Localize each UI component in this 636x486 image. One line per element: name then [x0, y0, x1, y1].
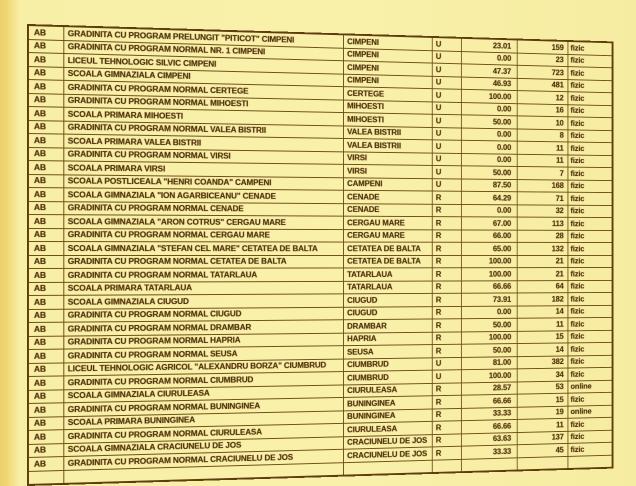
- cell-school-name: LICEUL TEHNOLOGIC AGRICOL "ALEXANDRU BORZA" CIUMBRUD: [63, 359, 343, 376]
- cell-mode: fizic: [568, 305, 613, 318]
- cell-percentage: [461, 457, 517, 472]
- cell-county-code: AB: [28, 188, 63, 202]
- cell-percentage: 66.66: [461, 394, 517, 408]
- cell-percentage: 73.91: [461, 293, 517, 306]
- cell-school-name: GRADINITA CU PROGRAM NORMAL NR. 1 CIMPENI: [63, 40, 343, 61]
- cell-mode: fizic: [568, 355, 613, 368]
- cell-percentage: 66.66: [461, 419, 517, 433]
- cell-environment: R: [432, 408, 461, 421]
- cell-count: 15: [517, 330, 568, 343]
- cell-mode: fizic: [568, 79, 613, 93]
- cell-school-name: GRADINITA CU PROGRAM NORMAL CETATEA DE BALTA: [63, 255, 343, 268]
- cell-school-name: SCOALA GIMNAZIALA CIUGUD: [63, 294, 343, 309]
- cell-school-name: GRADINITA CU PROGRAM NORMAL CIURULEASA: [63, 423, 343, 443]
- cell-county-code: AB: [28, 322, 63, 336]
- cell-locality: CRACIUNELU DE JOS: [343, 434, 432, 449]
- cell-count: 11: [517, 154, 568, 167]
- cell-mode: fizic: [568, 192, 613, 205]
- cell-school-name: GRADINITA CU PROGRAM NORMAL CIUMBRUD: [63, 372, 343, 390]
- cell-count: 11: [517, 141, 568, 154]
- cell-locality: CERGAU MARE: [343, 229, 432, 242]
- cell-percentage: 33.33: [461, 445, 517, 459]
- cell-locality: VIRSI: [343, 164, 432, 178]
- cell-county-code: AB: [28, 161, 63, 175]
- cell-count: 723: [517, 65, 568, 79]
- cell-percentage: 50.00: [461, 318, 517, 331]
- cell-environment: U: [432, 89, 461, 102]
- cell-county-code: AB: [28, 66, 63, 80]
- cell-environment: U: [432, 76, 461, 89]
- cell-environment: U: [432, 357, 461, 370]
- cell-count: 19: [517, 406, 568, 420]
- cell-locality: MIHOESTI: [343, 100, 432, 115]
- cell-percentage: 63.63: [461, 432, 517, 446]
- cell-count: 15: [517, 393, 568, 407]
- cell-mode: fizic: [568, 430, 613, 444]
- cell-school-name: SCOALA PRIMARA TATARLAUA: [63, 281, 343, 295]
- cell-count: 113: [517, 217, 568, 230]
- scanned-page: [27, 24, 612, 486]
- cell-percentage: 81.00: [461, 356, 517, 370]
- table-row: [28, 242, 612, 255]
- cell-percentage: 47.37: [461, 64, 517, 78]
- cell-percentage: 87.50: [461, 179, 517, 192]
- cell-locality: VALEA BISTRII: [343, 125, 432, 139]
- cell-school-name: GRADINITA CU PROGRAM NORMAL SEUSA: [63, 346, 343, 363]
- cell-county-code: AB: [28, 416, 63, 430]
- cell-count: 21: [517, 255, 568, 268]
- cell-county-code: AB: [28, 362, 63, 376]
- cell-school-name: GRADINITA CU PROGRAM NORMAL CENADE: [63, 201, 343, 216]
- cell-percentage: 0.00: [461, 128, 517, 142]
- cell-count: 8: [517, 129, 568, 142]
- cell-locality: CIMPENI: [343, 34, 432, 50]
- cell-count: 168: [517, 179, 568, 192]
- cell-county-code: AB: [28, 93, 63, 107]
- cell-count: 12: [517, 91, 568, 105]
- cell-environment: U: [432, 127, 461, 140]
- cell-county-code: AB: [28, 295, 63, 309]
- cell-count: 34: [517, 368, 568, 381]
- cell-mode: fizic: [568, 205, 613, 218]
- cell-percentage: 0.00: [461, 204, 517, 217]
- cell-locality: VIRSI: [343, 151, 432, 165]
- cell-locality: TATARLAUA: [343, 281, 432, 294]
- cell-mode: fizic: [568, 280, 613, 293]
- cell-locality: TATARLAUA: [343, 268, 432, 281]
- cell-locality: BUNINGINEA: [343, 396, 432, 411]
- cell-locality: CIUGUD: [343, 293, 432, 306]
- cell-school-name: GRADINITA CU PROGRAM NORMAL TATARLAUA: [63, 268, 343, 282]
- table-row: [28, 228, 612, 243]
- cell-county-code: AB: [28, 134, 63, 148]
- cell-mode: fizic: [568, 41, 613, 55]
- cell-mode: online: [568, 405, 613, 418]
- cell-school-name: GRADINITA CU PROGRAM PRELUNGIT "PITICOT" CIMPENI: [63, 26, 343, 48]
- cell-environment: R: [432, 306, 461, 319]
- cell-mode: fizic: [568, 104, 613, 117]
- cell-count: [517, 456, 568, 471]
- cell-percentage: 50.00: [461, 344, 517, 357]
- cell-environment: R: [432, 293, 461, 306]
- cell-county-code: AB: [28, 336, 63, 350]
- cell-county-code: AB: [28, 242, 63, 255]
- cell-percentage: 28.57: [461, 381, 517, 395]
- cell-environment: R: [432, 229, 461, 242]
- cell-mode: fizic: [568, 255, 613, 268]
- cell-mode: fizic: [568, 292, 613, 305]
- cell-county-code: AB: [28, 147, 63, 161]
- cell-percentage: 0.00: [461, 102, 517, 116]
- cell-county-code: AB: [28, 457, 63, 471]
- cell-count: 382: [517, 355, 568, 368]
- table-row: [28, 255, 612, 268]
- cell-school-name: SCOALA POSTLICEALA "HENRI COANDA" CAMPENI: [63, 174, 343, 190]
- cell-school-name: SCOALA GIMNAZIALA "ARON COTRUS" CERGAU MARE: [63, 215, 343, 229]
- cell-percentage: 46.93: [461, 77, 517, 91]
- cell-locality: MIHOESTI: [343, 113, 432, 127]
- cell-mode: fizic: [568, 142, 613, 155]
- cell-school-name: GRADINITA CU PROGRAM NORMAL VALEA BISTRII: [63, 121, 343, 139]
- cell-school-name: SCOALA GIMNAZIALA "ION AGARBICEANU" CENADE: [63, 188, 343, 203]
- cell-environment: U: [432, 178, 461, 191]
- school-data-table: [27, 24, 613, 486]
- cell-mode: fizic: [568, 129, 613, 142]
- cell-environment: U: [432, 153, 461, 166]
- cell-county-code: AB: [28, 107, 63, 121]
- cell-county-code: AB: [28, 215, 63, 229]
- cell-count: 10: [517, 116, 568, 130]
- cell-locality: CENADE: [343, 203, 432, 216]
- cell-count: 45: [517, 443, 568, 457]
- cell-locality: CIMPENI: [343, 48, 432, 63]
- cell-environment: R: [432, 395, 461, 408]
- cell-count: 137: [517, 431, 568, 445]
- cell-county-code: AB: [28, 255, 63, 268]
- cell-locality: [343, 460, 432, 476]
- cell-county-code: [28, 470, 63, 485]
- cell-environment: R: [432, 280, 461, 293]
- cell-mode: fizic: [568, 167, 613, 180]
- cell-count: 7: [517, 166, 568, 179]
- cell-county-code: AB: [28, 430, 63, 444]
- cell-percentage: 66.00: [461, 230, 517, 243]
- cell-school-name: GRADINITA CU PROGRAM NORMAL HAPRIA: [63, 333, 343, 349]
- cell-count: 159: [517, 40, 568, 55]
- cell-school-name: GRADINITA CU PROGRAM NORMAL CERTEGE: [63, 80, 343, 99]
- cell-environment: U: [432, 370, 461, 383]
- cell-mode: fizic: [568, 330, 613, 343]
- cell-environment: [432, 459, 461, 473]
- cell-county-code: AB: [28, 39, 63, 53]
- cell-count: 11: [517, 318, 568, 331]
- cell-school-name: SCOALA PRIMARA MIHOESTI: [63, 107, 343, 125]
- cell-environment: U: [432, 114, 461, 127]
- cell-percentage: 100.00: [461, 369, 517, 383]
- cell-mode: fizic: [568, 230, 613, 243]
- cell-locality: CETATEA DE BALTA: [343, 255, 432, 268]
- cell-environment: R: [432, 255, 461, 268]
- cell-county-code: AB: [28, 376, 63, 390]
- cell-locality: CIUMBRUD: [343, 357, 432, 371]
- cell-mode: fizic: [568, 54, 613, 68]
- cell-count: 28: [517, 230, 568, 243]
- cell-count: 481: [517, 78, 568, 92]
- cell-percentage: 100.00: [461, 89, 517, 103]
- cell-locality: HAPRIA: [343, 332, 432, 346]
- cell-environment: U: [432, 165, 461, 178]
- cell-county-code: AB: [28, 389, 63, 403]
- cell-county-code: AB: [28, 201, 63, 215]
- cell-count: 53: [517, 381, 568, 395]
- cell-locality: BUNINGINEA: [343, 409, 432, 424]
- cell-locality: CENADE: [343, 190, 432, 204]
- cell-percentage: 100.00: [461, 255, 517, 268]
- cell-locality: CIMPENI: [343, 61, 432, 76]
- cell-percentage: 64.29: [461, 191, 517, 204]
- cell-mode: fizic: [568, 392, 613, 405]
- cell-school-name: SCOALA GIMNAZIALA CIURULEASA: [63, 385, 343, 403]
- cell-county-code: AB: [28, 53, 63, 67]
- cell-school-name: GRADINITA CU PROGRAM NORMAL VIRSI: [63, 148, 343, 165]
- cell-percentage: 0.00: [461, 153, 517, 166]
- cell-mode: fizic: [568, 242, 613, 255]
- cell-school-name: SCOALA GIMNAZIALA CIMPENI: [63, 67, 343, 87]
- cell-environment: R: [432, 446, 461, 460]
- cell-county-code: AB: [28, 349, 63, 363]
- cell-county-code: AB: [28, 120, 63, 134]
- cell-locality: CRACIUNELU DE JOS: [343, 447, 432, 462]
- cell-count: 14: [517, 305, 568, 318]
- cell-environment: R: [432, 319, 461, 332]
- cell-school-name: SCOALA PRIMARA BUNINGINEA: [63, 410, 343, 429]
- cell-percentage: 100.00: [461, 268, 517, 281]
- cell-count: 21: [517, 268, 568, 281]
- cell-school-name: GRADINITA CU PROGRAM NORMAL CERGAU MARE: [63, 228, 343, 242]
- cell-mode: fizic: [568, 267, 613, 280]
- cell-count: 11: [517, 418, 568, 432]
- cell-locality: SEUSA: [343, 345, 432, 359]
- cell-environment: R: [432, 344, 461, 357]
- cell-school-name: GRADINITA CU PROGRAM NORMAL CRACIUNELU DE JOS: [63, 449, 343, 470]
- cell-environment: R: [432, 217, 461, 230]
- cell-percentage: 66.66: [461, 280, 517, 293]
- cell-percentage: 100.00: [461, 331, 517, 344]
- cell-percentage: 0.00: [461, 306, 517, 319]
- cell-locality: CERTEGE: [343, 87, 432, 102]
- cell-locality: CAMPENI: [343, 177, 432, 191]
- cell-county-code: AB: [28, 309, 63, 323]
- cell-school-name: GRADINITA CU PROGRAM NORMAL DRAMBAR: [63, 320, 343, 336]
- cell-mode: fizic: [568, 317, 613, 330]
- cell-environment: R: [432, 421, 461, 434]
- cell-locality: CIUMBRUD: [343, 370, 432, 384]
- cell-locality: DRAMBAR: [343, 319, 432, 333]
- cell-mode: fizic: [568, 217, 613, 230]
- cell-count: 182: [517, 293, 568, 306]
- cell-school-name: SCOALA GIMNAZIALA "STEFAN CEL MARE" CETATEA DE BALTA: [63, 242, 343, 255]
- cell-percentage: 0.00: [461, 51, 517, 65]
- cell-locality: CIMPENI: [343, 74, 432, 89]
- cell-mode: fizic: [568, 117, 613, 130]
- cell-mode: fizic: [568, 67, 613, 81]
- cell-school-name: GRADINITA CU PROGRAM NORMAL MIHOESTI: [63, 94, 343, 113]
- cell-county-code: AB: [28, 228, 63, 242]
- cell-environment: R: [432, 382, 461, 395]
- cell-county-code: AB: [28, 80, 63, 94]
- cell-environment: U: [432, 101, 461, 114]
- cell-locality: VALEA BISTRII: [343, 138, 432, 152]
- cell-count: 32: [517, 204, 568, 217]
- cell-mode: fizic: [568, 442, 613, 456]
- cell-count: 132: [517, 242, 568, 255]
- cell-county-code: AB: [28, 403, 63, 417]
- cell-mode: fizic: [568, 180, 613, 193]
- cell-mode: fizic: [568, 367, 613, 380]
- cell-count: 64: [517, 280, 568, 293]
- cell-school-name: SCOALA GIMNAZIALA CRACIUNELU DE JOS: [63, 436, 343, 456]
- cell-percentage: 33.33: [461, 407, 517, 421]
- cell-county-code: AB: [28, 282, 63, 296]
- cell-count: 16: [517, 103, 568, 117]
- cell-percentage: 50.00: [461, 115, 517, 129]
- cell-environment: U: [432, 140, 461, 153]
- cell-locality: CIURULEASA: [343, 383, 432, 397]
- cell-locality: CIUGUD: [343, 306, 432, 320]
- cell-mode: fizic: [568, 155, 613, 168]
- cell-school-name: SCOALA PRIMARA VALEA BISTRII: [63, 134, 343, 151]
- cell-percentage: 50.00: [461, 166, 517, 179]
- cell-mode: fizic: [568, 92, 613, 105]
- cell-county-code: AB: [28, 174, 63, 188]
- cell-count: 71: [517, 192, 568, 205]
- cell-mode: [568, 455, 613, 469]
- cell-county-code: AB: [28, 443, 63, 457]
- cell-environment: R: [432, 204, 461, 217]
- cell-environment: R: [432, 331, 461, 344]
- cell-county-code: AB: [28, 268, 63, 282]
- cell-school-name: SCOALA PRIMARA VIRSI: [63, 161, 343, 177]
- cell-environment: R: [432, 242, 461, 255]
- cell-mode: fizic: [568, 417, 613, 431]
- cell-school-name: LICEUL TEHNOLOGIC SILVIC CIMPENI: [63, 53, 343, 73]
- cell-environment: R: [432, 191, 461, 204]
- cell-mode: online: [568, 380, 613, 393]
- cell-locality: CIURULEASA: [343, 421, 432, 436]
- cell-percentage: 23.01: [461, 38, 517, 53]
- cell-environment: U: [432, 63, 461, 77]
- cell-environment: U: [432, 37, 461, 51]
- cell-county-code: AB: [28, 25, 63, 40]
- cell-percentage: 0.00: [461, 140, 517, 154]
- cell-school-name: GRADINITA CU PROGRAM NORMAL BUNINGINEA: [63, 397, 343, 416]
- cell-count: 14: [517, 343, 568, 356]
- cell-locality: CERGAU MARE: [343, 216, 432, 229]
- cell-locality: CETATEA DE BALTA: [343, 242, 432, 255]
- cell-school-name: GRADINITA CU PROGRAM NORMAL CIUGUD: [63, 307, 343, 322]
- cell-percentage: 65.00: [461, 242, 517, 255]
- cell-environment: U: [432, 50, 461, 64]
- cell-count: 23: [517, 53, 568, 67]
- cell-environment: R: [432, 268, 461, 281]
- cell-mode: fizic: [568, 342, 613, 355]
- table-body: [28, 25, 612, 485]
- cell-percentage: 67.00: [461, 217, 517, 230]
- cell-environment: R: [432, 433, 461, 447]
